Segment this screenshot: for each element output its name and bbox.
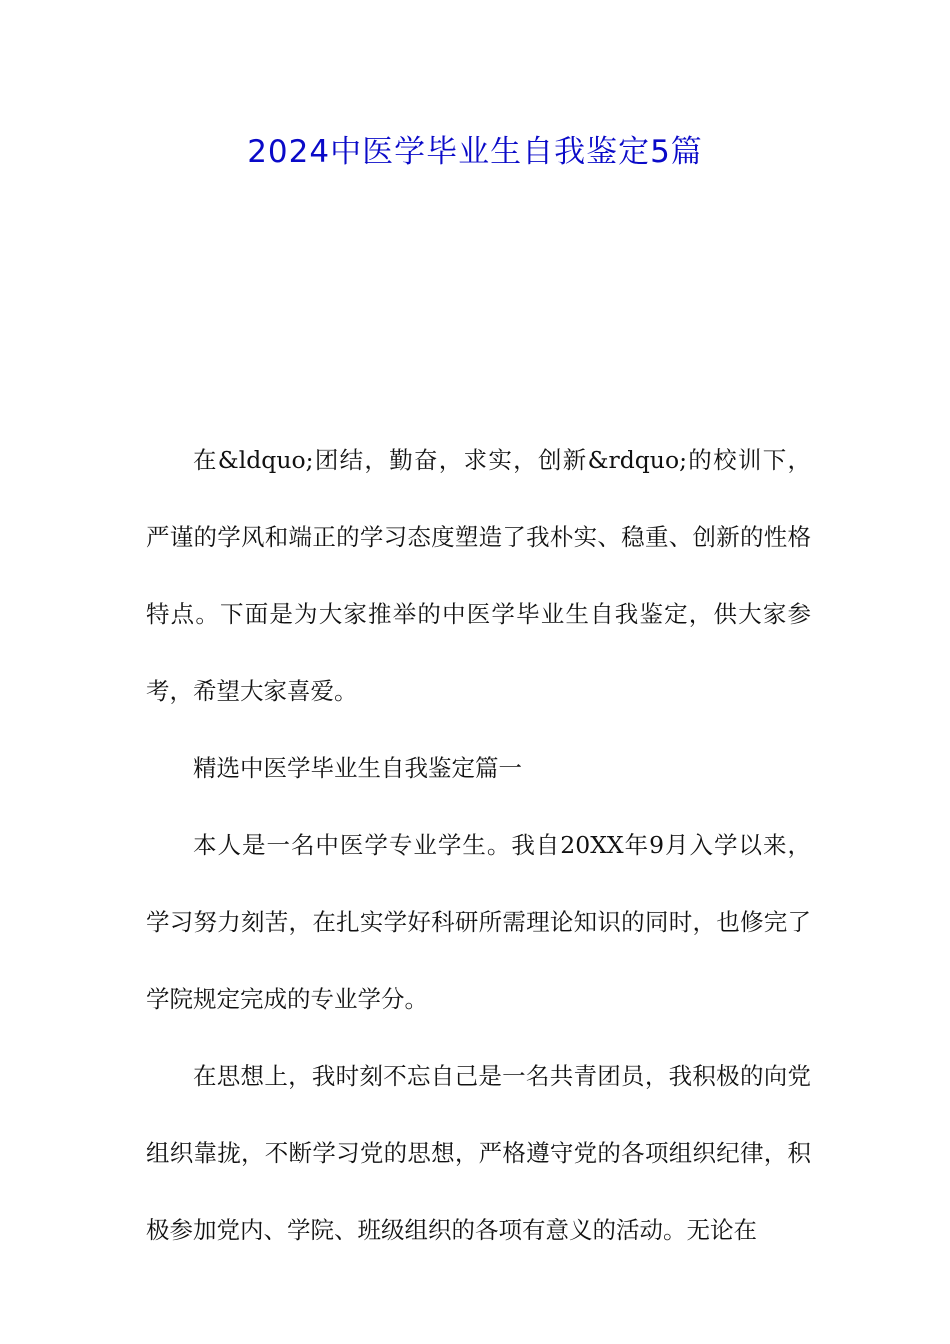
document-title: 2024中医学毕业生自我鉴定5篇 — [247, 134, 703, 170]
paragraph-study: 本人是一名中医学专业学生。我自20XX年9月入学以来，学习努力刻苦，在扎实学好科研所需理论知识的同时，也修完了学院规定完成的专业学分。 — [146, 831, 811, 1013]
paragraph-thought: 在思想上，我时刻不忘自己是一名共青团员，我积极的向党组织靠拢，不断学习党的思想，严格遵守党的各项组织纪律，积极参加党内、学院、班级组织的各项有意义的活动。无论在 — [146, 1062, 811, 1244]
section-heading: 精选中医学毕业生自我鉴定篇一 — [193, 754, 522, 782]
document-body — [146, 422, 811, 1269]
paragraph-intro: 在&ldquo;团结，勤奋，求实，创新&rdquo;的校训下，严谨的学风和端正的学习态度塑造了我朴实、稳重、创新的性格特点。下面是为大家推举的中医学毕业生自我鉴定，供大家参考，希望大家喜爱。 — [146, 446, 811, 705]
